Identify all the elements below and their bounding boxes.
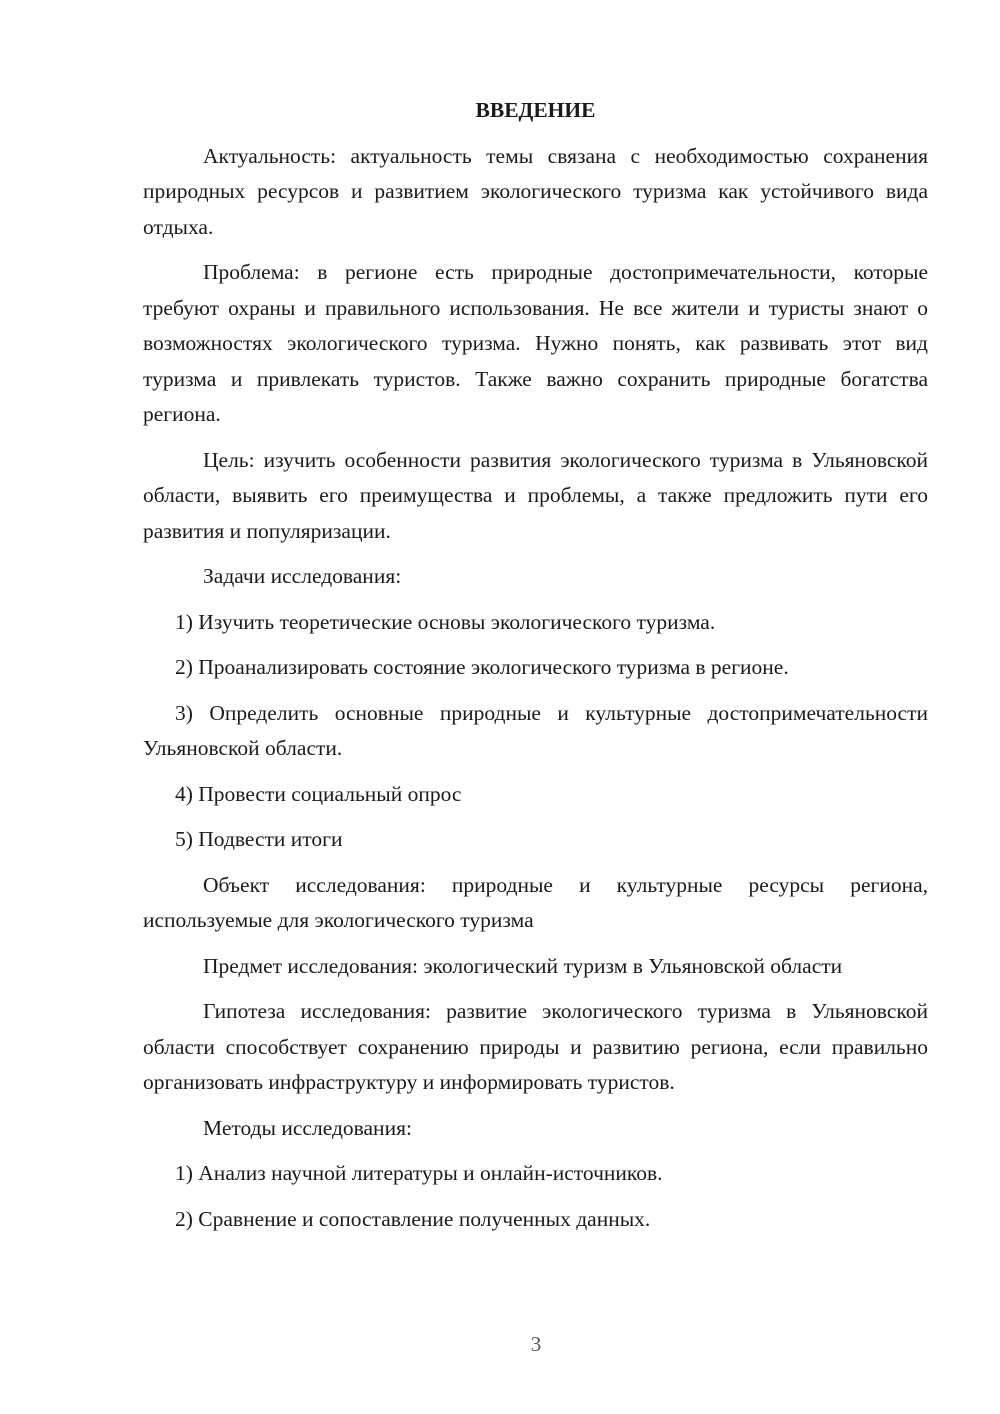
methods-heading: Методы исследования: [203,1115,412,1140]
section-title: ВВЕДЕНИЕ [475,98,596,122]
task-item-1: 1) Изучить теоретические основы экологического туризма. [175,609,716,634]
task-item-3: 3) Определить основные природные и культурные достопримечательности Ульяновской области. [143,700,928,760]
method-item-1: 1) Анализ научной литературы и онлайн-источников. [175,1161,663,1185]
subject-paragraph: Предмет исследования: экологический туризм в Ульяновской области [203,953,843,978]
page-content [143,93,928,1247]
object-paragraph: Объект исследования: природные и культурные ресурсы региона, используемые для экологического туризма [143,872,928,932]
relevance-paragraph: Актуальность: актуальность темы связана с необходимостью сохранения природных ресурсов и развитием экологического туризма как устойчивого вида отдыха. [143,143,928,239]
task-item-2: 2) Проанализировать состояние экологического туризма в регионе. [175,655,789,679]
problem-paragraph: Проблема: в регионе есть природные достопримечательности, которые требуют охраны и правильного использования. Не все жители и туристы знают о возможностях экологического туризма. Нужно понять, как развивать этот вид туризма и привлекать туристов. Также важно сохранить природные богатства региона. [143,260,928,426]
page-number: 3 [530,1332,542,1356]
task-item-4: 4) Провести социальный опрос [175,781,462,806]
method-item-2: 2) Сравнение и сопоставление полученных данных. [175,1206,651,1231]
hypothesis-paragraph: Гипотеза исследования: развитие экологического туризма в Ульяновской области способствует сохранению природы и развитию региона, если правильно организовать инфраструктуру и информировать туристов. [143,999,928,1094]
goal-paragraph: Цель: изучить особенности развития экологического туризма в Ульяновской области, выявить его преимущества и проблемы, а также предложить пути его развития и популяризации. [143,447,928,543]
tasks-heading: Задачи исследования: [203,564,402,588]
task-item-5: 5) Подвести итоги [175,827,343,851]
